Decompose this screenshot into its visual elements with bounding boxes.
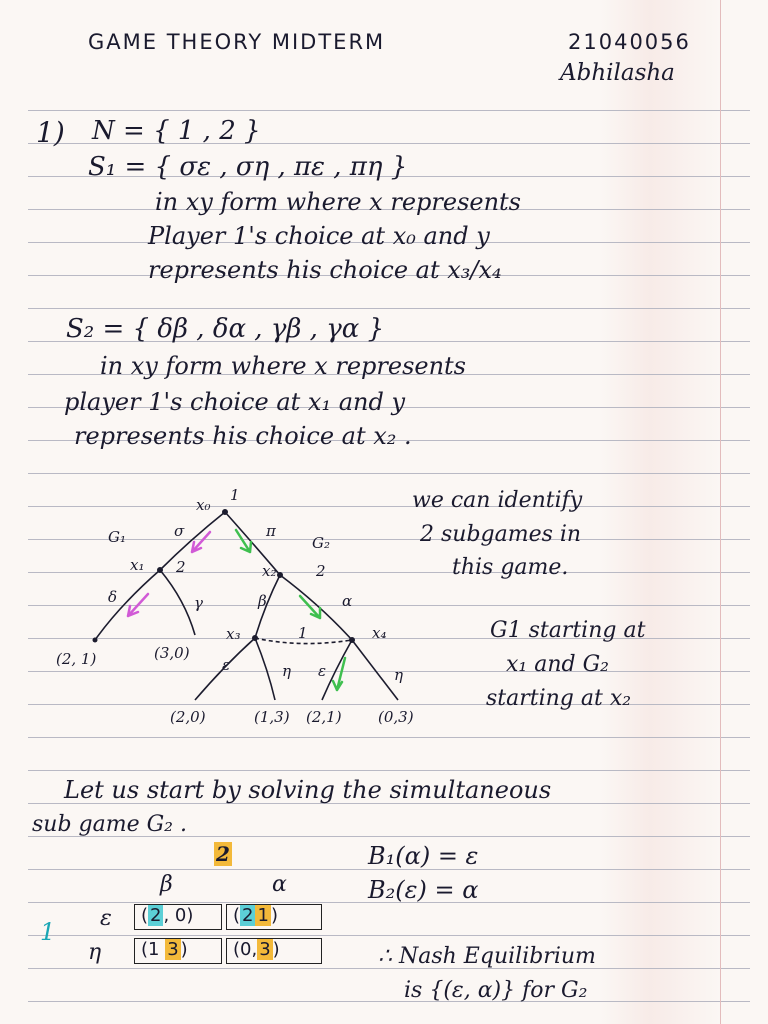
node-x3 bbox=[252, 635, 258, 641]
payoff-p2: 1 bbox=[257, 905, 269, 926]
player-label-root: 1 bbox=[230, 486, 240, 504]
row-header-eta: η bbox=[88, 940, 102, 965]
s2-description-line1: in xy form where x represents bbox=[100, 352, 466, 380]
conclusion-line1: ∴ Nash Equilibrium bbox=[378, 944, 596, 969]
action-alpha: α bbox=[342, 592, 353, 610]
column-header-beta: β bbox=[160, 872, 173, 897]
node-label-x1: x₁ bbox=[130, 556, 145, 574]
edge-delta bbox=[95, 570, 160, 640]
matrix-cell-eps-beta: ( 2 , 0) bbox=[134, 904, 222, 930]
note-line4: G1 starting at bbox=[490, 618, 646, 643]
page-title: GAME THEORY MIDTERM bbox=[88, 30, 386, 54]
edge-eta2 bbox=[352, 640, 398, 700]
payoff-p1: 1 bbox=[148, 939, 160, 960]
node-x2 bbox=[277, 572, 283, 578]
s2-description-line2: player 1's choice at x₁ and y bbox=[64, 388, 406, 416]
action-pi: π bbox=[266, 522, 276, 540]
node-label-x0: x₀ bbox=[196, 496, 211, 514]
solve-line2: sub game G₂ . bbox=[32, 812, 187, 837]
column-player-label: 2 bbox=[216, 842, 230, 866]
row-player-label: 1 bbox=[40, 918, 56, 946]
player-set: N = { 1 , 2 } bbox=[92, 116, 261, 146]
payoff-leaf: (3,0) bbox=[154, 644, 190, 662]
subgame-label-g1: G₁ bbox=[108, 528, 126, 546]
row-header-epsilon: ε bbox=[100, 906, 112, 931]
subgame-label-g2: G₂ bbox=[312, 534, 330, 552]
action-delta: δ bbox=[108, 588, 118, 606]
note-line1: we can identify bbox=[412, 488, 583, 513]
player-label-x1: 2 bbox=[176, 558, 186, 576]
best-response-p1: B₁(α) = ε bbox=[368, 842, 479, 870]
action-gamma: γ bbox=[194, 594, 203, 612]
s2-description-line3: represents his choice at x₂ . bbox=[74, 422, 412, 450]
student-name: Abhilasha bbox=[560, 60, 675, 86]
payoff-p2: 3 bbox=[167, 939, 179, 960]
s1-description-line1: in xy form where x represents bbox=[155, 188, 521, 216]
node-x0 bbox=[222, 509, 228, 515]
action-eps1: ε bbox=[222, 656, 231, 674]
action-sigma: σ bbox=[174, 522, 185, 540]
node-x1 bbox=[157, 567, 163, 573]
student-id: 21040056 bbox=[568, 30, 691, 54]
payoff-p1: 2 bbox=[242, 905, 254, 926]
action-eta2: η bbox=[394, 666, 403, 684]
payoff-p2: 3 bbox=[259, 939, 271, 960]
payoff-leaf: (1,3) bbox=[254, 708, 290, 726]
strategy-set-s2: S₂ = { δβ , δα , γβ , γα } bbox=[66, 314, 385, 344]
solve-line1: Let us start by solving the simultaneous bbox=[64, 776, 552, 804]
best-response-p2: B₂(ε) = α bbox=[368, 876, 479, 904]
node-label-x4: x₄ bbox=[372, 624, 387, 642]
node-label-x2: x₂ bbox=[262, 562, 277, 580]
magenta-arrow-sigma bbox=[192, 532, 210, 552]
note-line3: this game. bbox=[452, 555, 569, 580]
payoff-leaf: (2,0) bbox=[170, 708, 206, 726]
payoff-leaf: (0,3) bbox=[378, 708, 414, 726]
column-header-alpha: α bbox=[272, 872, 287, 897]
action-beta: β bbox=[258, 592, 267, 610]
player-label-x2: 2 bbox=[316, 562, 326, 580]
s1-description-line3: represents his choice at x₃/x₄ bbox=[148, 256, 502, 284]
strategy-set-s1: S₁ = { σε , ση , πε , πη } bbox=[88, 152, 408, 182]
payoff-p1: 0, bbox=[240, 939, 258, 960]
note-line5: x₁ and G₂ bbox=[506, 652, 609, 677]
info-set-player-label: 1 bbox=[298, 624, 308, 642]
payoff-leaf: (2, 1) bbox=[56, 650, 97, 668]
node-label-x3: x₃ bbox=[226, 625, 241, 643]
node-x4 bbox=[349, 637, 355, 643]
edge-sigma bbox=[160, 512, 225, 570]
action-eta1: η bbox=[282, 662, 291, 680]
edge-gamma bbox=[160, 570, 195, 635]
note-line6: starting at x₂ bbox=[486, 686, 632, 711]
note-line2: 2 subgames in bbox=[420, 522, 582, 547]
matrix-cell-eps-alpha: ( 2 1 ) bbox=[226, 904, 322, 930]
payoff-p2: , 0 bbox=[163, 905, 187, 926]
action-eps2: ε bbox=[318, 662, 327, 680]
matrix-cell-eta-alpha: (0, 3 ) bbox=[226, 938, 322, 964]
conclusion-line2: is {(ε, α)} for G₂ bbox=[404, 978, 588, 1003]
payoff-p1: 2 bbox=[150, 905, 162, 926]
matrix-cell-eta-beta: (1 3 ) bbox=[134, 938, 222, 964]
terminal-node bbox=[93, 638, 98, 643]
payoff-leaf: (2,1) bbox=[306, 708, 342, 726]
s1-description-line2: Player 1's choice at x₀ and y bbox=[148, 222, 490, 250]
edge-eta1 bbox=[255, 638, 275, 700]
question-number: 1) bbox=[36, 116, 65, 149]
